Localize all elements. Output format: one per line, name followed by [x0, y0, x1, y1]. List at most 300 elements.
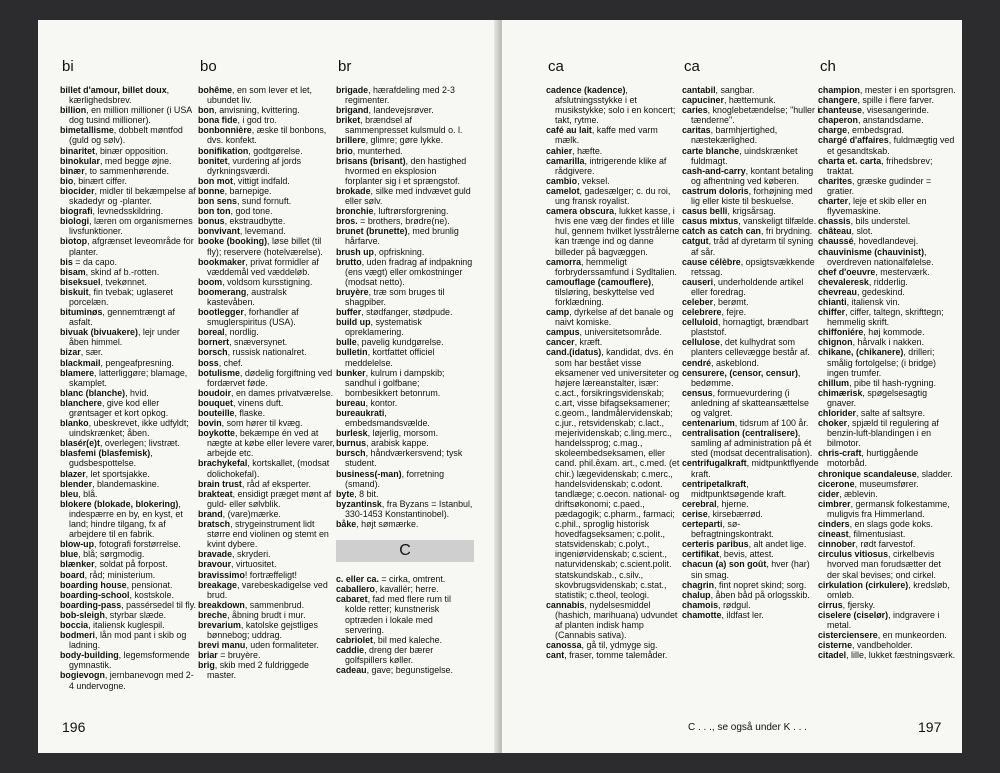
entry-term: brain trust [198, 478, 242, 489]
entry-definition: , en som lever et let, ubundet liv. [207, 85, 312, 106]
entry-definition: , skryderi. [232, 549, 271, 560]
entry-term: blamere [60, 367, 95, 378]
dictionary-entry [818, 297, 956, 307]
entry-term: casus belli [682, 206, 728, 217]
entry-definition: , fuldmægtig ved et gesandtskab. [827, 135, 955, 156]
dictionary-entry [336, 156, 474, 186]
entry-term: boykotte [198, 428, 235, 439]
entry-term: burlesk [336, 428, 368, 439]
dictionary-entry [336, 574, 474, 584]
dictionary-entry [336, 135, 474, 145]
dictionary-entry [682, 600, 820, 610]
entry-term: briar [198, 650, 218, 661]
entry-term: brillere [336, 135, 366, 146]
dictionary-entry [818, 630, 956, 640]
dictionary-entry [818, 408, 956, 418]
entry-definition: , lukket kasse, i hvis ene væg der findes et lille hul, gennem hvilket lysstrålerne kan trænge ind og danne billeder på bagvæggen. [555, 206, 680, 257]
entry-definition: , vandbeholder. [852, 640, 913, 651]
entry-term: centripetalkraft [682, 478, 747, 489]
entry-definition: , mesterværk. [875, 266, 930, 277]
dictionary-entry [682, 549, 820, 559]
entry-definition: , en dames privatværelse. [231, 387, 334, 398]
entry-term: cinnober [818, 539, 856, 550]
entry-term: citadel [818, 650, 847, 661]
dictionary-entry [818, 479, 956, 489]
entry-definition: , let sportsjakke. [85, 468, 150, 479]
entry-definition: , ensidigt præget mønt af guld- eller sølvblik. [207, 488, 332, 509]
entry-term: brig [198, 660, 215, 671]
entry-definition: , lille, lukket fæstningsværk. [846, 650, 956, 661]
dictionary-entry [546, 206, 684, 256]
entry-definition: , universitetsområde. [579, 327, 662, 338]
dictionary-entry [336, 146, 474, 156]
entry-definition: = cirka, omtrent. [378, 574, 446, 585]
column-bo [198, 58, 336, 681]
dictionary-entry [336, 337, 474, 347]
entry-term: båke [336, 519, 357, 530]
entry-term: binaritet [60, 145, 96, 156]
entry-term: certifikat [682, 549, 719, 560]
entry-definition: , uindskrænket fuldmagt. [691, 145, 798, 166]
entry-term: campus [546, 327, 580, 338]
dictionary-entry [60, 610, 198, 620]
dictionary-entry [682, 539, 820, 549]
dictionary-entry [818, 610, 956, 630]
entry-term: capuciner [682, 95, 724, 106]
entry-definition: , vittigt indfald. [233, 175, 290, 186]
entry-definition: , brændsel af sammenpresset kulsmuld o. l. [345, 115, 463, 136]
entry-definition: , anvisning, kvittering. [214, 105, 300, 116]
entry-term: bohême [198, 85, 233, 95]
entry-definition: , opfriskning. [373, 246, 425, 257]
entry-list [336, 85, 474, 529]
dictionary-entry [682, 428, 820, 458]
entry-term: bursch [336, 448, 366, 459]
entry-definition: , tråd af dyretarm til syning af sår. [691, 236, 814, 257]
entry-term: camelot [546, 185, 580, 196]
dictionary-entry [60, 630, 198, 650]
entry-definition: , ildfast ler. [721, 609, 764, 620]
entry-definition: , æske til bonbons, dvs. konfekt. [207, 125, 327, 146]
dictionary-entry [198, 570, 336, 580]
entry-term: blue [60, 549, 79, 560]
entry-definition: , råd af eksperter. [241, 478, 311, 489]
dictionary-entry [818, 236, 956, 246]
dictionary-entry [198, 549, 336, 559]
entry-term: chiffer [818, 307, 846, 318]
dictionary-entry [336, 105, 474, 115]
dictionary-entry [60, 347, 198, 357]
entry-definition: , bil med kaleche. [373, 634, 443, 645]
entry-term: chiffoniére [818, 327, 864, 338]
entry-term: bureaukrati [336, 408, 385, 418]
entry-term: brush up [336, 246, 374, 257]
entry-definition: , 8 bit. [354, 488, 379, 499]
dictionary-entry [60, 580, 198, 590]
entry-definition: , fotografi forstørrelse. [94, 539, 181, 550]
entry-definition: , knoglebetændelse; "huller i tænderne". [691, 105, 820, 126]
dictionary-entry [546, 176, 684, 186]
entry-term: chanteuse [818, 105, 862, 116]
entry-term: cistercienserе [818, 630, 878, 641]
entry-term: bon sens [198, 196, 237, 207]
dictionary-entry [198, 650, 336, 660]
dictionary-entry [336, 438, 474, 448]
entry-definition: , bekæmpe én ved at nægte at købe eller levere varer, arbejde etc. [207, 428, 335, 459]
entry-term: blasfemi (blasfemisk) [60, 448, 151, 459]
entry-term: binær [60, 165, 85, 176]
entry-term: chimærisk [818, 387, 863, 398]
entry-term: botulisme [198, 367, 240, 378]
entry-definition: , sladder. [916, 468, 953, 479]
entry-term: brigade [336, 85, 369, 95]
entry-term: build up [336, 317, 371, 328]
entry-term: breche [198, 609, 228, 620]
dictionary-entry [546, 125, 684, 145]
entry-definition: , frihedsbrev; traktat. [827, 155, 933, 176]
entry-term: boarding house [60, 579, 127, 590]
dictionary-entry [60, 448, 198, 468]
dictionary-entry [198, 105, 336, 115]
entry-term: charites [818, 175, 853, 186]
entry-list [546, 85, 684, 660]
entry-definition: , forhandler af smuglerspiritus (USA). [207, 307, 299, 328]
entry-definition: , spøgelsesagtig gnaver. [827, 387, 928, 408]
entry-term: cabriolet [336, 634, 373, 645]
entry-term: biotop [60, 236, 88, 247]
dictionary-entry [336, 469, 474, 489]
dictionary-entry [198, 196, 336, 206]
entry-term: bonifikation [198, 145, 249, 156]
dictionary-entry [336, 594, 474, 634]
entry-definition: , arabisk kappe. [366, 438, 429, 449]
dictionary-entry [818, 378, 956, 388]
entry-definition: , systematisk opreklamering. [345, 317, 422, 338]
entry-term: chillum [818, 377, 850, 388]
entry-term: breakdown [198, 599, 245, 610]
entry-definition: , slot. [851, 226, 873, 237]
dictionary-entry [546, 307, 684, 327]
dictionary-entry [818, 277, 956, 287]
entry-definition: , formuevurdering (i anledning af skatteansættelse og valgret. [691, 387, 809, 418]
entry-definition: , fad med flere rum til kolde retter; kunstnerisk optræden i lokale med servering. [345, 594, 451, 635]
entry-definition: , kontor. [365, 397, 398, 408]
entry-term: burnus [336, 438, 367, 449]
dictionary-entry [198, 458, 336, 478]
entry-definition: , legemsformende gymnastik. [69, 650, 190, 671]
dictionary-entry [336, 368, 474, 398]
entry-definition: , gedeskind. [856, 286, 905, 297]
entry-term: briket [336, 115, 361, 126]
entry-definition: , skib med 2 fuldriggede master. [207, 660, 309, 681]
dictionary-entry [336, 247, 474, 257]
entry-definition: , pensionat. [126, 579, 173, 590]
entry-term: chignon [818, 337, 853, 348]
entry-term: bona fide [198, 115, 238, 126]
entry-definition: , flaske. [234, 408, 266, 418]
dictionary-entry [818, 448, 956, 468]
entry-term: bravissimo [198, 569, 245, 580]
dictionary-entry [60, 236, 198, 256]
entry-list [682, 85, 820, 620]
entry-definition: , kavallér; herre. [374, 584, 439, 595]
dictionary-entry [546, 146, 684, 156]
entry-term: camp [546, 307, 570, 318]
entry-definition: , luftrørsforgrening. [373, 206, 449, 217]
column-bi [60, 58, 198, 691]
entry-list [818, 85, 956, 660]
dictionary-entry [60, 257, 198, 267]
entry-definition: , åbning brudt i mur. [227, 609, 306, 620]
entry-term: bunker [336, 367, 366, 378]
dictionary-entry [682, 307, 820, 317]
dictionary-entry [682, 590, 820, 600]
entry-definition: , embedsgrad. [847, 125, 904, 136]
entry-term: camorra [546, 256, 582, 267]
entry-term: cabaret [336, 594, 368, 605]
entry-term: chagrin [682, 579, 715, 590]
entry-term: caries [682, 105, 708, 116]
entry-term: chalup [682, 589, 711, 600]
entry-definition: , underholdende artikel eller foredrag. [691, 276, 804, 297]
dictionary-entry [682, 509, 820, 519]
entry-definition: , glimre; gøre lykke. [365, 135, 444, 146]
entry-term: ciselere (ciselør) [818, 609, 889, 620]
dictionary-entry [336, 85, 474, 105]
dictionary-entry [60, 590, 198, 600]
entry-term: celluloid [682, 317, 718, 328]
entry-term: bimetallisme [60, 125, 114, 136]
entry-term: chassis [818, 216, 851, 227]
entry-definition: , pavelig kundgørelse. [356, 337, 444, 348]
entry-term: blanchere [60, 397, 102, 408]
entry-definition: , blå. [78, 488, 98, 499]
entry-term: bonne [198, 185, 225, 196]
entry-definition: , hvid. [125, 387, 149, 398]
entry-term: blasér(e)t [60, 438, 100, 449]
entry-definition: , kredsløb, omløb. [827, 579, 950, 600]
dictionary-entry [336, 665, 474, 675]
dictionary-entry [60, 499, 198, 539]
entry-definition: , sø-befragtningskontrakt. [691, 519, 774, 540]
entry-term: booke (booking) [198, 236, 268, 247]
entry-definition: , silke med indvævet guld eller sølv. [345, 185, 471, 207]
dictionary-entry [682, 125, 820, 145]
entry-term: blackmail [60, 357, 101, 368]
entry-definition: , opsigtsvækkende retssag. [691, 256, 815, 277]
entry-definition: , dobbelt møntfod (guld og sølv). [69, 125, 183, 146]
entry-definition: , anstandsdame. [857, 115, 924, 126]
dictionary-entry [60, 105, 198, 125]
entry-definition: , italiensk vin. [846, 296, 900, 307]
dictionary-entry [198, 640, 336, 650]
dictionary-entry [336, 499, 474, 519]
entry-term: bootlegger [198, 307, 244, 318]
entry-definition: , midtpunktsøgende kraft. [691, 478, 787, 499]
entry-definition: , (vare)mærke. [222, 508, 281, 519]
entry-term: c. eller ca. [336, 574, 379, 585]
entry-definition: , australsk kastevåben. [207, 286, 287, 307]
entry-term: champion [818, 85, 860, 95]
entry-term: blokere (blokade, blokering) [60, 498, 179, 509]
entry-definition: , spjæld til regulering af benzin-luft-blandingen i en bilmotor. [827, 418, 939, 449]
entry-term: boom [198, 276, 223, 287]
dictionary-entry [818, 600, 956, 610]
dictionary-entry [818, 580, 956, 600]
entry-term: brisans (brisant) [336, 155, 406, 166]
dictionary-entry [198, 216, 336, 226]
entry-definition: , det kulhydrat som planters cellevægge består af. [691, 337, 810, 358]
entry-definition: , bils understel. [850, 216, 911, 227]
dictionary-entry [682, 519, 820, 539]
entry-definition: , kontant betaling og afhentning ved køberen. [691, 165, 814, 186]
entry-definition: , styrbar slæde. [104, 609, 167, 620]
dictionary-entry [682, 479, 820, 499]
dictionary-entry [336, 398, 474, 408]
dictionary-entry [60, 327, 198, 347]
entry-term: caritas [682, 125, 711, 136]
dictionary-entry [198, 358, 336, 368]
entry-term: blanko [60, 418, 89, 429]
entry-definition: , samling af administration på ét sted (modsat decentralisation). [691, 428, 813, 459]
dictionary-entry [198, 610, 336, 620]
dictionary-entry [546, 156, 684, 176]
entry-term: bivuak (bivuakere) [60, 327, 138, 338]
entry-term: chauvinisme (chauvinist) [818, 246, 925, 257]
entry-term: bonvivant [198, 226, 240, 237]
entry-term: bonus [198, 216, 225, 227]
entry-term: chargé d'affaires [818, 135, 889, 146]
entry-definition: , høj kommode. [863, 327, 925, 338]
entry-definition: , intrigerende klike af rådgivere. [555, 155, 667, 176]
entry-definition: , kaffe med varm mælk. [555, 125, 658, 146]
entry-definition: , løjerlig, morsom. [367, 428, 439, 439]
entry-term: chlorider [818, 408, 856, 418]
dictionary-entry [198, 186, 336, 196]
entry-definition: , lejr under åben himmel. [69, 327, 180, 348]
entry-term: cause célèbre [682, 256, 741, 267]
entry-term: celebrere [682, 307, 722, 318]
entry-term: cirkulation (cirkulere) [818, 579, 909, 590]
column-head: ca [684, 58, 700, 75]
dictionary-entry [198, 337, 336, 347]
entry-term: brutto [336, 256, 362, 267]
entry-term: cadence (kadence) [546, 85, 626, 95]
entry-term: billion [60, 105, 87, 116]
entry-term: bros. [336, 216, 358, 227]
entry-term: bravade [198, 549, 233, 560]
entry-definition: , vurdering af jords dyrkningsværdi. [207, 155, 302, 176]
dictionary-entry [546, 85, 684, 125]
entry-term: cerise [682, 508, 708, 519]
dictionary-entry [818, 650, 956, 660]
entry-term: cambio [546, 175, 578, 186]
entry-term: caddie [336, 644, 365, 655]
entry-term: cancer [546, 337, 575, 348]
entry-term: bodmeri [60, 630, 96, 641]
entry-definition: = bruyère. [217, 650, 261, 661]
entry-term: bulle [336, 337, 357, 348]
entry-term: changere [818, 95, 858, 106]
dictionary-entry [682, 418, 820, 428]
entry-term: cendré [682, 357, 712, 368]
dictionary-entry [682, 95, 820, 105]
entry-term: cicerone [818, 478, 855, 489]
column-head: ca [548, 58, 564, 75]
entry-term: cadeau [336, 664, 367, 675]
dictionary-entry [546, 327, 684, 337]
entry-term: cisterne [818, 640, 853, 651]
dictionary-entry [682, 146, 820, 166]
dictionary-entry [818, 499, 956, 519]
entry-definition: , museumsfører. [854, 478, 919, 489]
dictionary-entry [818, 247, 956, 267]
dictionary-entry [546, 277, 684, 307]
entry-term: cant [546, 650, 565, 661]
entry-term: blender [60, 478, 93, 489]
dictionary-entry [198, 388, 336, 398]
entry-definition: , uden fradrag af indpakning (ens vægt) eller omkostninger (modsat netto). [345, 256, 473, 287]
entry-term: caballero [336, 584, 375, 595]
dictionary-entry [60, 166, 198, 176]
dictionary-entry [198, 368, 336, 388]
entry-definition: , ciffer, taltegn, skrifttegn; hemmelig skrift. [827, 307, 944, 328]
dictionary-entry [60, 539, 198, 549]
entry-definition: , indgravere i metal. [827, 609, 940, 630]
entry-definition: , en munkeorden. [877, 630, 947, 641]
entry-definition: , gave; begunstigelse. [366, 664, 453, 675]
entry-term: buffer [336, 307, 362, 318]
entry-definition: , spille i flere farver. [857, 95, 934, 106]
entry-definition: , indespærre en by, en kyst, et land; hindre tilgang, fx af arbejdere til en fabrik. [69, 498, 183, 540]
entry-term: charter [818, 196, 849, 207]
entry-term: brevarium [198, 619, 241, 630]
entry-definition: , hornagtigt, brændbart plaststof. [691, 317, 809, 338]
entry-definition: , fjersky. [842, 599, 876, 610]
entry-term: boarding-school [60, 589, 130, 600]
entry-definition: , cirkelbevis hvorved man forudsætter det der skal bevises; ond cirkel. [827, 549, 941, 580]
entry-definition: , voldsom kursstigning. [222, 276, 313, 287]
dictionary-entry [60, 489, 198, 499]
entry-term: cerebral [682, 498, 717, 509]
page-number: 197 [918, 719, 942, 735]
dictionary-entry [60, 438, 198, 448]
entry-definition: , fra Byzans = Istanbul, 330-1453 Konstantinobel). [345, 498, 473, 519]
dictionary-entry [682, 559, 820, 579]
entry-term: chris-craft [818, 448, 862, 459]
dictionary-entry [682, 297, 820, 307]
entry-term: canossa [546, 640, 582, 651]
dictionary-entry [336, 226, 474, 246]
entry-term: biologi [60, 216, 90, 227]
entry-definition: , kostskole. [129, 589, 174, 600]
dictionary-entry [682, 499, 820, 509]
entry-term: bouteille [198, 408, 235, 418]
entry-definition: , afslutningsstykke i et musikstykke; solo i en koncert; takt, rytme. [555, 85, 676, 126]
entry-term: biskuit [60, 286, 89, 297]
entry-definition: , berømt. [713, 296, 749, 307]
dictionary-entry [198, 327, 336, 337]
entry-definition: , blandemaskine. [92, 478, 160, 489]
dictionary-entry [198, 347, 336, 357]
dictionary-entry [336, 287, 474, 307]
entry-definition: , ubeskrevet, ikke udfyldt; uindskrænket; åben. [69, 418, 189, 439]
dictionary-entry [198, 408, 336, 418]
entry-list [60, 85, 198, 691]
entry-term: bio [60, 175, 74, 186]
dictionary-entry [682, 337, 820, 357]
dictionary-entry [198, 206, 336, 216]
